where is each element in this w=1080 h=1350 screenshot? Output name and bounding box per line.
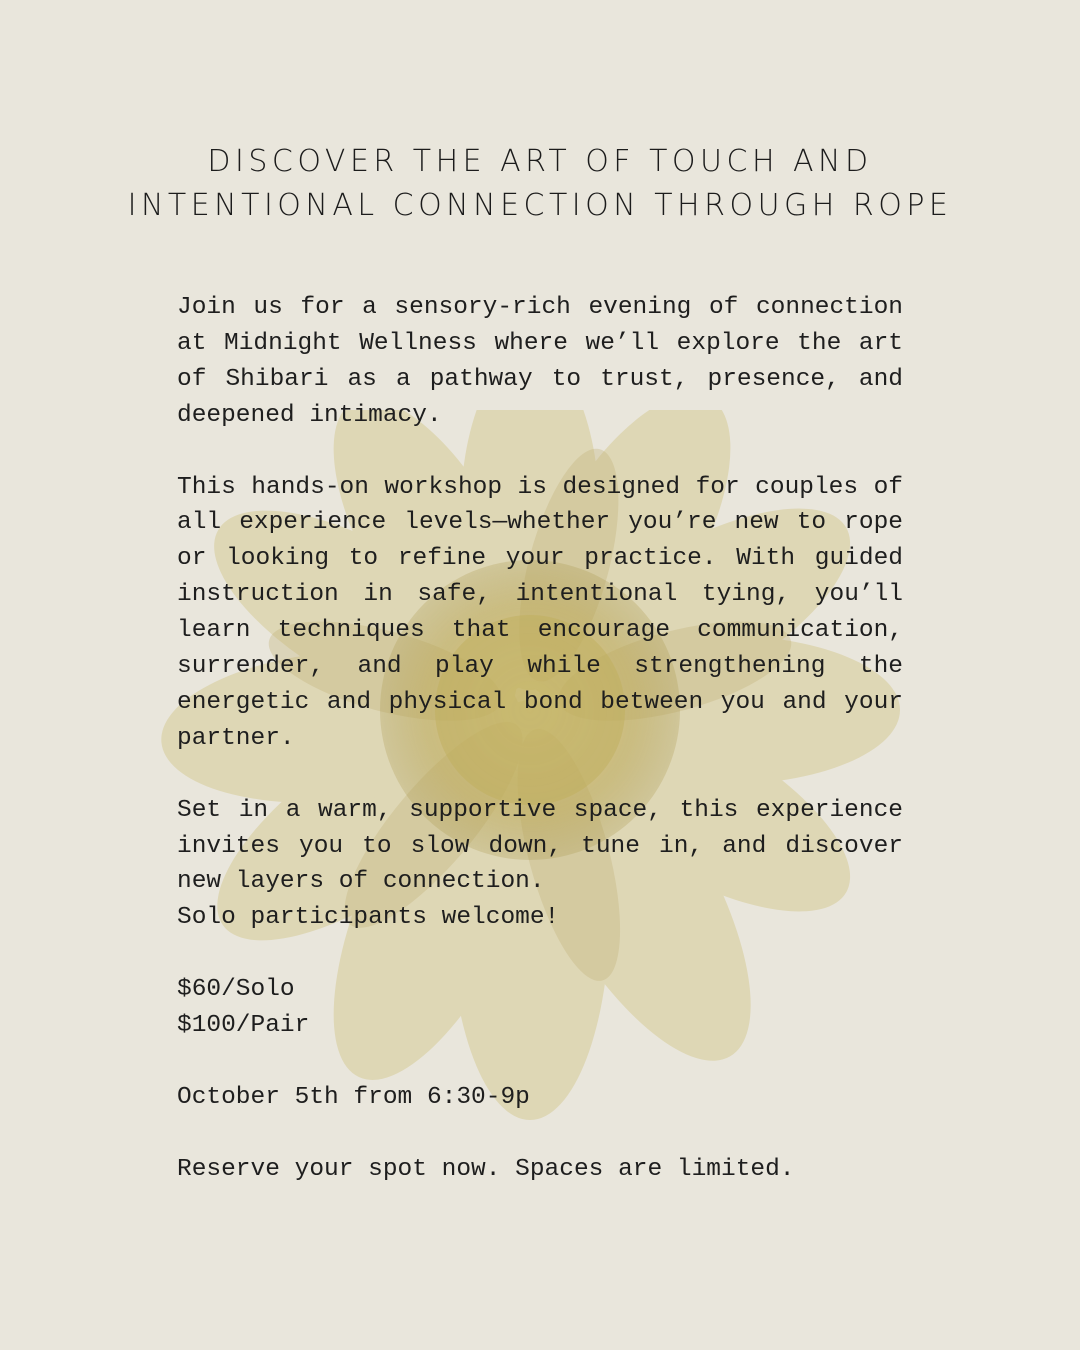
- solo-note: Solo participants welcome!: [177, 904, 560, 932]
- setting-paragraph: Set in a warm, supportive space, this experience invites you to slow down, tune in, and discover new layers of connection.: [177, 796, 903, 896]
- intro-paragraph: Join us for a sensory-rich evening of connection at Midnight Wellness where we’ll explore the art of Shibari as a pathway to trust, presence, and deepened intimacy.: [177, 294, 903, 429]
- workshop-paragraph: This hands-on workshop is designed for couples of all experience levels—whether you’re new to rope or looking to refine your practice. With guided instruction in safe, intentional tying, you’ll learn techniques that encourage communication, surrender, and play while strengthening the energetic and physical bond between you and your partner.: [177, 473, 903, 752]
- title-line-2: INTENTIONAL CONNECTION THROUGH ROPE: [127, 188, 953, 223]
- price-pair: $100/Pair: [177, 1012, 310, 1040]
- reserve-cta: Reserve your spot now. Spaces are limited.: [177, 1155, 795, 1183]
- event-date: October 5th from 6:30-9p: [177, 1083, 530, 1111]
- page-title: [40, 140, 1040, 228]
- title-line-1: DISCOVER THE ART OF TOUCH AND: [207, 144, 873, 179]
- event-description: [177, 290, 903, 1188]
- price-solo: $60/Solo: [177, 976, 295, 1004]
